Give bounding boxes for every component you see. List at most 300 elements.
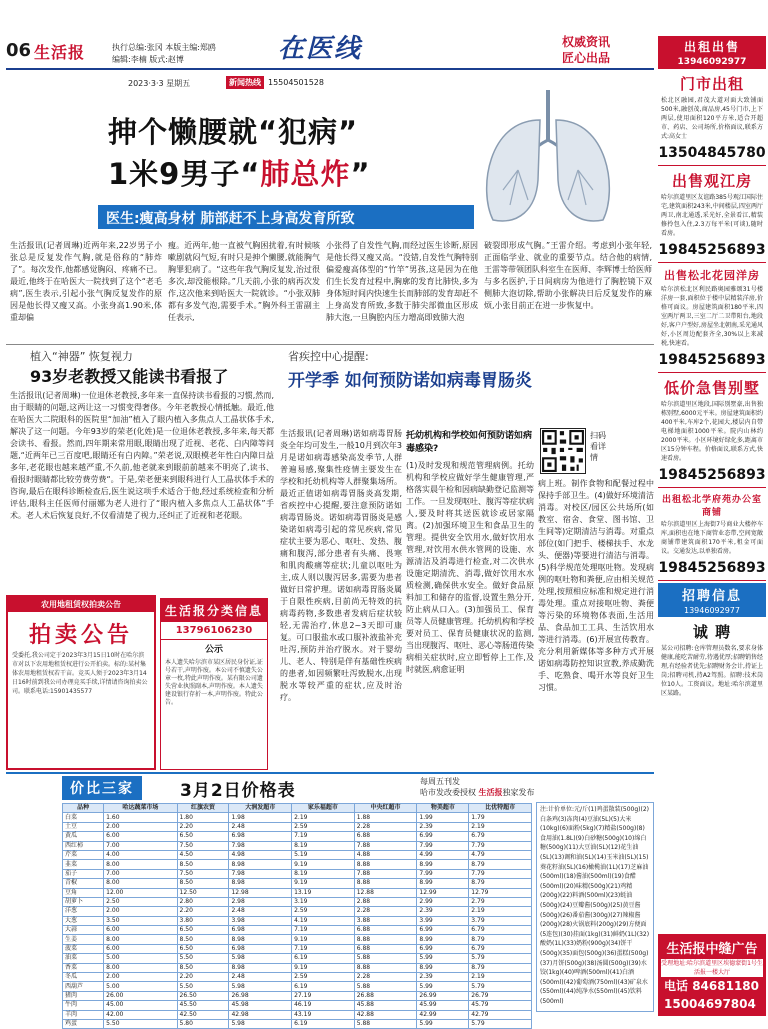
price-table: [62, 803, 532, 1029]
price-cell: 5.00: [104, 954, 177, 963]
price-cell: 5.88: [354, 1019, 417, 1028]
price-cell: 7.00: [104, 841, 177, 850]
price-cell: 6.88: [354, 944, 417, 953]
listing-body: 哈尔滨道里区上海街7号商业大楼停车库,面积也在地下商管业态带,空间宽敞商铺带建筑面积170平米,租金可面议。交通发达,以单独看房。: [661, 521, 763, 555]
price-cell: 8.99: [417, 879, 469, 888]
price-cell: 42.88: [354, 1010, 417, 1019]
price-cell: 6.00: [104, 926, 177, 935]
price-cell: 6.79: [469, 926, 532, 935]
price-divider: [6, 772, 654, 774]
slogan-line-2: 匠心出品: [562, 51, 611, 65]
price-item-name: 大葱: [63, 916, 104, 925]
price-cell: 5.50: [104, 1019, 177, 1028]
price-cell: 9.19: [292, 963, 355, 972]
price-cell: 26.50: [177, 991, 229, 1000]
price-cell: 45.88: [354, 1001, 417, 1010]
price-cell: 4.98: [229, 850, 292, 859]
price-cell: 8.88: [354, 935, 417, 944]
price-cell: 7.50: [177, 841, 229, 850]
listing-phone: 19845256893: [658, 467, 766, 483]
price-cell: 5.19: [292, 850, 355, 859]
price-item-name: 猪肉: [63, 991, 104, 1000]
price-note: [420, 776, 535, 798]
price-cell: 6.98: [229, 926, 292, 935]
price-cell: 7.19: [292, 832, 355, 841]
price-cell: 8.79: [469, 963, 532, 972]
price-cell: 3.88: [354, 916, 417, 925]
price-row: [63, 935, 532, 944]
price-cell: 5.79: [469, 954, 532, 963]
price-cell: 5.98: [229, 954, 292, 963]
classified-info-ad: [160, 598, 268, 770]
price-cell: 26.88: [354, 991, 417, 1000]
price-cell: 6.79: [469, 832, 532, 841]
price-cell: 12.98: [229, 888, 292, 897]
hotline-number: 15504501528: [268, 78, 324, 87]
price-cell: 45.50: [177, 1001, 229, 1010]
price-cell: 6.98: [229, 832, 292, 841]
price-cell: 2.39: [417, 973, 469, 982]
price-row: [63, 869, 532, 878]
price-cell: 4.00: [104, 850, 177, 859]
article2-kicker: 植入“神器” 恢复视力: [30, 350, 133, 363]
price-cell: 7.00: [104, 869, 177, 878]
article3-title: 开学季 如何预防诺如病毒胃肠炎: [288, 371, 532, 391]
listing-body: 松北区融园,君茂大道对面大致铺面500米,融创茂,商品房,45号门市,上下两层,使用面积120平方米,适合开超市、药店、公司场所,价格面议,联系方式:高女士: [661, 97, 763, 140]
price-cell: 1.88: [354, 813, 417, 822]
margin-ad-title: 生活报中缝广告: [666, 942, 758, 957]
price-cell: 4.50: [177, 850, 229, 859]
price-cell: 5.88: [354, 954, 417, 963]
price-cell: 5.99: [417, 954, 469, 963]
recruit-body: 某公司招聘:仓库管理员数名,要求身体健康,能吃苦耐劳,待遇优厚;招聘销售经理,有经验者优先;招聘财务会计,持证上岗;招聘司机,持A2驾照。招聘:技术岗位10人。工资面议。地址:哈尔滨道里区某路。: [661, 645, 763, 697]
price-row: [63, 1010, 532, 1019]
classifieds-phone-rental: 13946092977: [658, 57, 766, 69]
price-cell: 7.88: [354, 841, 417, 850]
classified-ad-title: 生活报分类信息: [161, 599, 267, 622]
price-cell: 7.88: [354, 869, 417, 878]
price-cell: 8.98: [229, 963, 292, 972]
price-item-name: 羊肉: [63, 1010, 104, 1019]
price-cell: 5.88: [354, 982, 417, 991]
classified-ad-notice: 公示: [204, 645, 223, 655]
price-cell: 7.98: [229, 869, 292, 878]
price-item-name: 豆角: [63, 888, 104, 897]
price-cell: 12.00: [104, 888, 177, 897]
price-cell: 12.79: [469, 888, 532, 897]
price-item-name: 香菜: [63, 963, 104, 972]
listing-phone: 19845256893: [658, 560, 766, 576]
price-cell: 6.50: [177, 926, 229, 935]
margin-ad-phone-2: [658, 995, 766, 1013]
price-cell: 8.98: [229, 935, 292, 944]
price-cell: 42.99: [417, 1010, 469, 1019]
price-cell: 2.59: [292, 973, 355, 982]
price-cell: 8.79: [469, 879, 532, 888]
price-column-header: 哈达蔬菜市场: [104, 804, 177, 813]
price-cell: 9.19: [292, 860, 355, 869]
news-hotline: [226, 76, 324, 89]
margin-ad-block: [658, 934, 766, 1016]
price-cell: 12.99: [417, 888, 469, 897]
classifieds-head-recruit: 招聘信息: [658, 583, 766, 606]
price-cell: 1.99: [417, 813, 469, 822]
price-cell: 5.98: [229, 982, 292, 991]
price-item-name: 土豆: [63, 822, 104, 831]
price-cell: 27.19: [292, 991, 355, 1000]
price-table-body: [63, 813, 532, 1029]
price-cell: 6.99: [417, 926, 469, 935]
price-cell: 3.79: [469, 916, 532, 925]
price-cell: 8.98: [229, 860, 292, 869]
price-cell: 42.50: [177, 1010, 229, 1019]
article3-column-1: 生活报讯(记者周琳)诺如病毒胃肠炎全年均可发生,一般10月到次年3月是诺如病毒感染高发季节,人群普遍易感,聚集性疫情主要发生在学校和托幼机构等人群聚集场所。最近正值诺如病毒胃肠炎高发期,省疾控中心提醒,要注意预防诺如病毒胃肠炎。诺如病毒胃肠炎是感染诺如病毒引起的常见疾病,常见症状主要为恶心、呕吐、发热、腹痛和腹泻,部分患者有头痛、畏寒和肌肉酸痛等症状;儿童以呕吐为主,成人则以腹泻居多,需要为患者做好日常护理。诺如病毒胃肠炎属于自限性疾病,目前尚无特效的抗病毒药物,多数患者发病后症状较轻,无需治疗,休息2~3天即可康复。可口服盐水或口服补液盐补充吐泻,预防并治疗脱水。对于婴幼儿、老人、特别是伴有基础性疾病的患者,如因频繁吐泻致脱水,出现脱水等较严重的症状,应及时治疗。: [280, 429, 402, 702]
price-cell: 4.88: [354, 850, 417, 859]
masthead: [0, 0, 655, 65]
price-item-name: 牛肉: [63, 1001, 104, 1010]
price-cell: 5.79: [469, 1019, 532, 1028]
margin-ad-tel-label: 电话: [664, 979, 689, 993]
section-title: 在医线: [278, 34, 363, 64]
price-row: [63, 1001, 532, 1010]
price-cell: 2.19: [469, 973, 532, 982]
price-cell: 3.50: [104, 916, 177, 925]
hotline-label: 新闻热线: [226, 76, 264, 89]
price-column-header: 大润发超市: [229, 804, 292, 813]
price-note-line-2: [420, 787, 535, 798]
price-cell: 45.79: [469, 1001, 532, 1010]
price-item-name: 油菜: [63, 954, 104, 963]
classified-listing: [658, 377, 766, 488]
price-item-name: 黄瓜: [63, 832, 104, 841]
price-cell: 2.19: [469, 907, 532, 916]
price-cell: 8.00: [104, 963, 177, 972]
price-cell: 5.50: [177, 954, 229, 963]
price-row: [63, 916, 532, 925]
classifieds-phone-recruit: 13946092977: [658, 606, 766, 617]
feature-column-2: 瘦。近两年,他一直被气胸困扰着,有时候咳嗽剧就闷气短,有时只是抻个懒腰,就能胸气胸罪犯病了。“这些年我气胸反复发,治过很多次,却没能根除。”几天前,小张的病再次发作,这次他来到哈医大一院就诊。“小张双肺都有多发气泡,需要手术。”胸外科王雷副主任表示,: [168, 241, 320, 322]
price-note-publish: 独家发布: [502, 788, 535, 797]
price-cell: 6.98: [229, 944, 292, 953]
feature-subhead: 医生:瘦高身材 肺部赶不上身高发育所致: [98, 205, 474, 229]
price-row: [63, 954, 532, 963]
price-cell: 7.19: [292, 926, 355, 935]
price-row: [63, 841, 532, 850]
listing-separator: [658, 580, 766, 581]
price-cell: 8.00: [104, 860, 177, 869]
price-cell: 2.48: [229, 973, 292, 982]
price-column-header: 物美超市: [417, 804, 469, 813]
listing-separator: [658, 372, 766, 373]
price-column-header: 品种: [63, 804, 104, 813]
price-cell: 4.19: [292, 916, 355, 925]
price-cell: 8.99: [417, 963, 469, 972]
price-cell: 2.19: [469, 822, 532, 831]
listing-phone: 19845256893: [658, 242, 766, 258]
price-cell: 42.98: [229, 1010, 292, 1019]
price-cell: 7.50: [177, 869, 229, 878]
listing-title: 低价急售别墅: [663, 379, 760, 397]
price-cell: 2.28: [354, 822, 417, 831]
headline-2-highlight: 肺总炸: [260, 157, 351, 191]
price-row: [63, 926, 532, 935]
price-cell: 9.19: [292, 935, 355, 944]
lungs-illustration: [448, 80, 648, 230]
classified-listing: [658, 170, 766, 263]
price-cell: 2.28: [354, 907, 417, 916]
price-cell: 2.59: [292, 822, 355, 831]
margin-ad-tel-1: 84681180: [692, 979, 759, 993]
price-column-header: 比优特超市: [469, 804, 532, 813]
price-cell: 2.00: [104, 907, 177, 916]
price-item-name: 胡萝卜: [63, 897, 104, 906]
price-cell: 42.00: [104, 1010, 177, 1019]
listing-title: 出售观江房: [671, 172, 752, 190]
price-cell: 3.19: [292, 897, 355, 906]
listing-separator: [658, 487, 766, 488]
price-cell: 8.79: [469, 860, 532, 869]
listing-phone: 19845256893: [658, 352, 766, 368]
price-cell: 1.98: [229, 813, 292, 822]
price-cell: 26.00: [104, 991, 177, 1000]
price-cell: 6.19: [292, 954, 355, 963]
slogan: [562, 34, 610, 66]
price-column-header: 红旗农贸: [177, 804, 229, 813]
price-item-name: 鸡蛋: [63, 1019, 104, 1028]
price-header: [62, 776, 382, 801]
price-cell: 13.19: [292, 888, 355, 897]
price-cell: 9.19: [292, 879, 355, 888]
price-cell: 8.88: [354, 963, 417, 972]
listing-phone: 13504845780: [658, 145, 766, 161]
price-cell: 1.79: [469, 813, 532, 822]
price-cell: 2.20: [177, 907, 229, 916]
price-cell: 2.98: [229, 897, 292, 906]
listing-title: 门市出租: [679, 75, 744, 93]
price-cell: 45.98: [229, 1001, 292, 1010]
price-cell: 6.00: [104, 832, 177, 841]
price-note-logo: 生活报: [478, 787, 503, 797]
price-row: [63, 982, 532, 991]
price-side-notes: 注:计价单位:元/斤(1)鸡蛋散装(500g)(2)白条鸡(3)冻肉(4)豆油(5L)(5)大米(10kg)(6)面粉(5kg)(7)精盐(500g)(8)食用油(1.8L)(9)白砂糖(500g)(10)绵白糖(500g)(11)大豆油(5L)(12)花生油(5L)(13)调和油(5L)(14)玉米油(5L)(15)葵花籽油(5L)(16)橄榄油(1L)(17)芝麻油(500ml)(18)酱油(500ml)(19)食醋(500ml)(20)味精(500g)(21)鸡精(200g)(22)料酒(500ml)(23)蚝油(500g)(24)豆瓣酱(500g)(25)黄豆酱(500g)(26)番茄酱(300g)(27)辣椒酱(200g)(28)火锅底料(200g)(29)方便面(5连包)(30)挂面(1kg)(31)鲜奶(1L)(32)酸奶(1L)(33)奶粉(900g)(34)饼干(500g)(35)面包(500g)(36)蛋糕(500g)(37)月饼(500g)(38)汤圆(500g)(39)水饺(1kg)(40)啤酒(500ml)(41)白酒(500ml)(42)葡萄酒(750ml)(43)矿泉水(550ml)(44)纯净水(550ml)(45)饮料(500ml): [536, 802, 654, 1012]
price-row: [63, 907, 532, 916]
price-cell: 5.99: [417, 982, 469, 991]
price-row: [63, 888, 532, 897]
page-number: 06: [6, 40, 32, 61]
listing-title: 出售松北花园洋房: [664, 269, 760, 282]
auction-ad-heading: 拍卖公告: [28, 623, 133, 648]
price-cell: 5.50: [177, 982, 229, 991]
price-cell: 6.99: [417, 832, 469, 841]
listing-body: 哈尔滨松北区利民路奥园雅颂31号楼洋房一套,面积位于楼中层精装洋房,价格可面议。房屋建筑面积180平米,四室两厅两卫,三室二厅二卫带阳台,地段好,客户户型好,房屋坐北朝南,采光通风好,小区周边配套齐全,30%以上来减税,快速看。: [661, 286, 763, 347]
price-cell: 2.48: [229, 822, 292, 831]
listing-title: 出租松北学府苑办公室商铺: [661, 495, 762, 518]
price-item-name: 西红柿: [63, 841, 104, 850]
price-cell: 2.20: [177, 822, 229, 831]
price-cell: 2.50: [104, 897, 177, 906]
price-row: [63, 832, 532, 841]
price-row: [63, 963, 532, 972]
price-cell: 8.50: [177, 935, 229, 944]
feature-headline-2: [108, 152, 371, 193]
price-cell: 8.00: [104, 935, 177, 944]
price-item-name: 西葫芦: [63, 982, 104, 991]
price-cell: 8.19: [292, 841, 355, 850]
price-cell: 8.50: [177, 879, 229, 888]
price-cell: 5.98: [229, 1019, 292, 1028]
price-note-line-1: 每周五刊发: [420, 777, 460, 786]
price-cell: 26.99: [417, 991, 469, 1000]
price-cell: 8.50: [177, 860, 229, 869]
listing-body: 哈尔滨道里区地段,国际别墅豪,出售独栋别墅,6000元平米。房屋建筑面积约400平米,车库2个,花园大,楼层内自带电梯地面积1000平米。院内山林约2000平米。小区环境好绿化多,距离市区15分钟车程。价格面议,联系方式,快速看房。: [661, 401, 763, 462]
feature-column-4: 破裂即形成气胸。”王雷介绍。考虑到小张年轻,正面临学业、就业的重要节点。结合他的病情,王雷等带领团队科室生在医师、李辉博士给医师与多名医护,于日间病房为他进行了胸腔镜下双侧肺大泡切除,帮助小张解决日后反复发作的麻烦,小张目前正在进一步恢复中。: [484, 241, 652, 310]
price-cell: 46.19: [292, 1001, 355, 1010]
price-cell: 2.48: [229, 907, 292, 916]
price-cell: 2.00: [104, 822, 177, 831]
price-row: [63, 973, 532, 982]
margin-ad-address: 受理地址:哈尔滨道里区埃德蒙街1号生活报一楼大厅: [661, 960, 763, 976]
price-cell: 8.88: [354, 879, 417, 888]
price-table-header: [63, 804, 532, 813]
price-item-name: 青椒: [63, 879, 104, 888]
price-cell: 7.19: [292, 944, 355, 953]
price-cell: 2.59: [292, 907, 355, 916]
article3-column-2: (1)及时发现和规范管理病例。托幼机构和学校应做好学生健康管理,严格落实晨午检和因病缺勤登记监测等工作。一旦发现呕吐、腹泻等症状病人,要及时将其送医就诊或居家隔离。(2)加强环境卫生和食品卫生的管理。提供安全饮用水,做好饮用水管理,对饮用水供水管网的设施、水源清洁及消毒进行检查,对二次供水设施定期清洗、消毒,做好饮用水水质检测,确保供水安全。做好食品原料加工和储存的监督,设置生熟分开,防止病从口入。(3)加强员工、保育员等人员健康管理。托幼机构和学校要对员工、保育员健康状况的监测,当出现腹泻、呕吐、恶心等肠道传染病相关症状时,应立即暂停上工作,及时就医,病愈证明: [406, 461, 534, 674]
price-cell: 8.99: [417, 935, 469, 944]
price-cell: 4.99: [417, 850, 469, 859]
price-item-name: 茄子: [63, 869, 104, 878]
slogan-line-1: 权威资讯: [562, 35, 611, 49]
headline-2-part-c: ”: [350, 157, 371, 191]
price-cell: 3.98: [229, 916, 292, 925]
editors-info: [112, 42, 216, 66]
listing-body: 哈尔滨道里区友谊路385号观江国际住宅,建筑面积243米,中间楼层,四室两厅两卫,南北通透,采光好,全景看江,精装修拎包入住,2.3万每平米(可谈),随时看房。: [661, 194, 763, 237]
price-cell: 8.88: [354, 860, 417, 869]
price-tag: 价比三家: [62, 776, 142, 800]
price-cell: 2.39: [417, 907, 469, 916]
auction-ad-title: 农用地租赁权拍卖公告: [8, 597, 154, 612]
feature-column-3: 小张得了自发性气胸,而经过医生诊断,原因是他长得又瘦又高。“没错,自发性气胸特别偏爱瘦高体型的“竹竿”男孩,这是因为在他们生长发育过程中,胸廓的发育比肺快,多为身体短时间内快速生长而肺部的发育却赶不上身高发育所致,多数于肺尖部微血区形成肺大泡,一旦胸腔内压力增高即致肺大泡: [326, 241, 478, 322]
price-item-name: 生姜: [63, 935, 104, 944]
price-column-header: 中央红超市: [354, 804, 417, 813]
price-cell: 8.50: [177, 963, 229, 972]
price-row: [63, 813, 532, 822]
classifieds-listings: [658, 73, 766, 581]
price-cell: 45.00: [104, 1001, 177, 1010]
price-item-name: 菠菜: [63, 944, 104, 953]
price-cell: 8.99: [417, 860, 469, 869]
issue-date: 2023·3·3 星期五: [128, 79, 191, 88]
price-cell: 2.79: [469, 897, 532, 906]
price-item-name: 芹菜: [63, 850, 104, 859]
qr-label: 扫码看详情: [590, 431, 606, 462]
classifieds-column: [658, 36, 766, 1014]
price-cell: 6.50: [177, 832, 229, 841]
price-row: [63, 822, 532, 831]
price-cell: 2.80: [177, 897, 229, 906]
price-cell: 1.80: [177, 813, 229, 822]
price-cell: 7.98: [229, 841, 292, 850]
headline-2-part-a: 1米9男子“: [108, 157, 261, 191]
price-cell: 7.79: [469, 841, 532, 850]
classified-listing: [658, 492, 766, 581]
price-cell: 2.28: [354, 973, 417, 982]
auction-ad-body: 受委托,我公司定于2023年3月15日10时在哈尔滨市对以下农用地租赁权进行公开拍卖。标的:某村集体农用地租赁权若干亩。竞买人须于2023年3月14日16时前到我公司办理竞买手续,详情请咨询拍卖公司。联系电话:15901435577: [12, 652, 148, 695]
price-cell: 2.39: [417, 822, 469, 831]
price-cell: 2.88: [354, 897, 417, 906]
price-item-name: 冬瓜: [63, 973, 104, 982]
price-item-name: 韭菜: [63, 860, 104, 869]
price-cell: 3.80: [177, 916, 229, 925]
article2-body: 生活报讯(记者周琳)一位退休老教授,多年来一直保持读书看报的习惯,然而,由于眼睛的问题,这两让这一习惯变得奢侈。今年老教授心情抵触。最近,他在哈医大二院眼科的医院里“加油”植入了眼内植入多焦点人工晶状体手术,解决了这一问题。今年93岁的荣老(化姓)是一位退休老教授,多年来,每天都会读书、看报。然而,四年期来常用眼,眼睛出现了近视、老花、白内障等问题,“近两年已三百度吧,眼睛还有白内障。”荣老说,双眼模老年性白内障日益多年,老花眼也越来越严重,不久前,他老就来到眼前前越来不明亮了,读书、看报时眼睛都比较劳费劳费“。于是,荣老便来到眼科进行人工晶状体手术的咨询,最后在眼科诊断检查后,医生说这项手术适合于他,经过系统检查和分析评估,眼科主任医师付丽娜为老人进行了“眼内植入多焦点人工晶状体”手术。老人术后恢复良好,不仅看清楚了视力,还纠正了近视和老花眼。: [10, 391, 274, 520]
qr-code[interactable]: [540, 428, 586, 474]
price-cell: 8.98: [229, 879, 292, 888]
classified-listing: [658, 73, 766, 166]
feature-headline-1: 抻个懒腰就“犯病”: [108, 115, 359, 149]
price-cell: 6.19: [292, 1019, 355, 1028]
price-cell: 8.00: [104, 879, 177, 888]
price-cell: 42.79: [469, 1010, 532, 1019]
feature-column-1: 生活报讯(记者周琳)近两年来,22岁男子小张总是反复发作气胸,就是俗称的“肺炸了”。每次发作,他都感觉胸闷、疼痛不已。最近,他终于在哈医大一院找到了这个“老毛病”,医生表示,引起小张气胸反复发作的原因是他长得又瘦又高。小张身高1.90米,体重却偏: [10, 241, 162, 322]
listing-separator: [658, 165, 766, 166]
price-cell: 7.79: [469, 869, 532, 878]
article3-kicker: 省疾控中心提醒:: [288, 350, 369, 363]
price-row: [63, 944, 532, 953]
price-cell: 6.88: [354, 926, 417, 935]
price-column-header: 家乐福超市: [292, 804, 355, 813]
price-row: [63, 897, 532, 906]
price-item-name: 大蒜: [63, 926, 104, 935]
price-cell: 4.79: [469, 850, 532, 859]
listing-separator: [658, 262, 766, 263]
price-cell: 1.60: [104, 813, 177, 822]
price-cell: 5.00: [104, 982, 177, 991]
price-item-name: 白菜: [63, 813, 104, 822]
price-title: 3月2日价格表: [180, 781, 296, 801]
price-cell: 7.99: [417, 841, 469, 850]
price-cell: 26.98: [229, 991, 292, 1000]
price-cell: 2.99: [417, 897, 469, 906]
price-cell: 6.50: [177, 944, 229, 953]
auction-notice-ad: [6, 595, 156, 770]
price-row: [63, 850, 532, 859]
paper-logo: 生活报: [34, 43, 86, 62]
price-cell: 2.20: [177, 973, 229, 982]
classified-listing: [658, 267, 766, 373]
price-row: [63, 879, 532, 888]
price-note-authorized: 哈市发改委授权: [420, 788, 476, 797]
classified-ad-phone: 13796106230: [161, 622, 267, 640]
margin-ad-tel-2: 15004697804: [664, 997, 756, 1011]
price-cell: 6.00: [104, 944, 177, 953]
price-cell: 2.19: [292, 813, 355, 822]
price-cell: 8.19: [292, 869, 355, 878]
price-item-name: 洋葱: [63, 907, 104, 916]
price-cell: 12.88: [354, 888, 417, 897]
price-cell: 6.19: [292, 982, 355, 991]
price-cell: 26.79: [469, 991, 532, 1000]
price-cell: 5.79: [469, 982, 532, 991]
article2-title: 93岁老教授又能读书看报了: [30, 367, 229, 386]
classified-ad-body: 本人遗失哈尔滨市某区居民身份证,证号若干,声明作废。本公司不慎遗失公章一枚,特此声明作废。某有限公司遗失营业执照副本,声明作废。本人遗失建设银行存折一本,声明作废。特此公告。: [165, 659, 263, 706]
price-cell: 12.50: [177, 888, 229, 897]
editors-line-1: 执行总编:张冈 本版主编:郑鸥: [112, 43, 216, 52]
price-cell: 6.99: [417, 944, 469, 953]
price-row: [63, 860, 532, 869]
price-cell: 3.99: [417, 916, 469, 925]
editors-line-2: 编辑:李楠 版式:赵博: [112, 55, 184, 64]
price-cell: 6.88: [354, 832, 417, 841]
